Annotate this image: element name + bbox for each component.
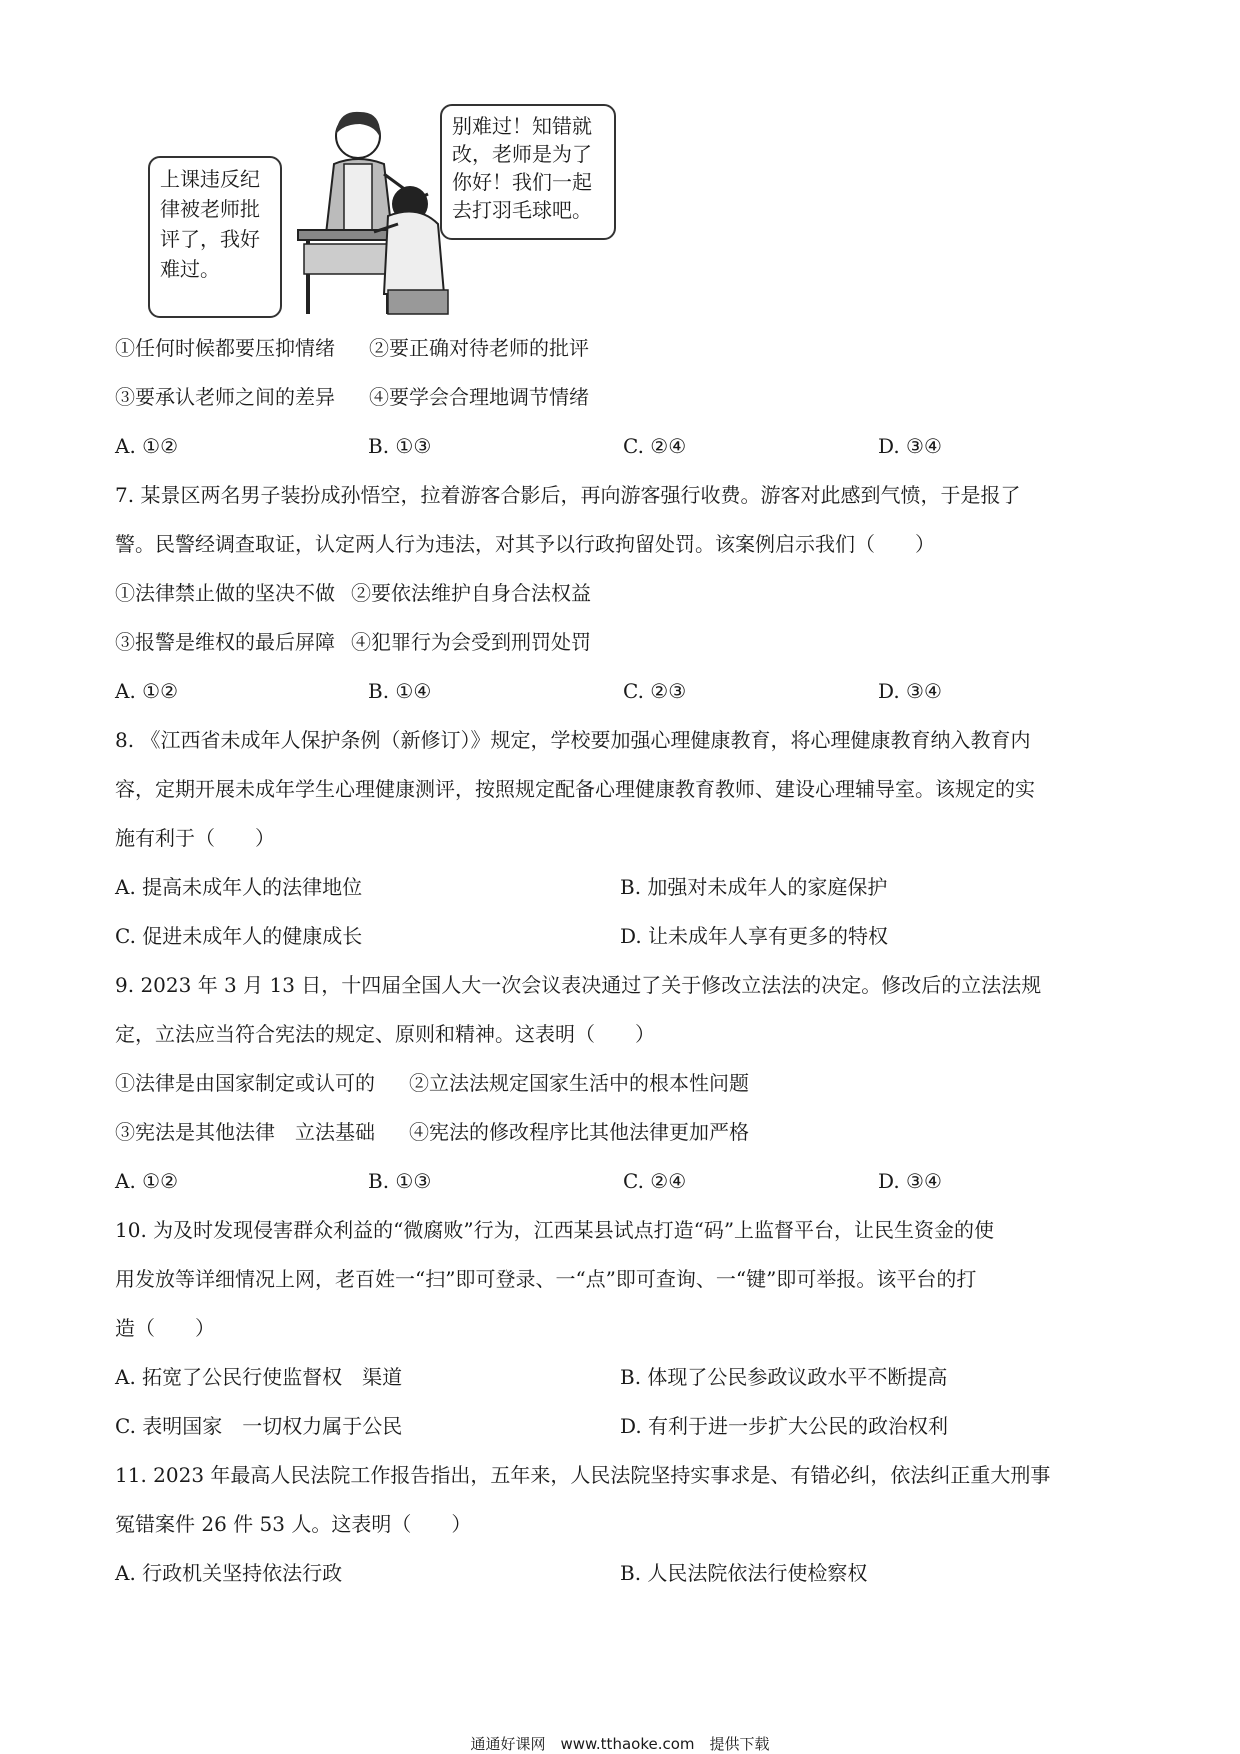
bubble-line: 别难过！知错就 — [452, 114, 592, 138]
bubble-line: 上课违反纪 — [160, 167, 260, 191]
statement: ④宪法的修改程序比其他法律更加严格 — [409, 1120, 749, 1144]
option-a: A. ①② — [115, 434, 179, 458]
bubble-line: 难过。 — [160, 257, 220, 281]
student-speech-bubble — [148, 156, 282, 318]
bubble-line: 评了，我好 — [160, 227, 260, 251]
option-d: D. ③④ — [878, 679, 942, 703]
q7-statements-row-2 — [115, 632, 591, 652]
option-b: B. ①④ — [368, 679, 432, 703]
option-a: A. 行政机关坚持依法行政 — [115, 1561, 343, 1585]
statement: ③宪法是其他法律 立法基础 — [115, 1120, 375, 1144]
q10-stem-line-1: 10. 为及时发现侵害群众利益的“微腐败”行为，江西某县试点打造“码”上监督平台，让民生资金的使 — [115, 1218, 995, 1242]
option-a: A. 提高未成年人的法律地位 — [115, 875, 363, 899]
option-c: C. 促进未成年人的健康成长 — [115, 924, 363, 948]
option-a: A. 拓宽了公民行使监督权 渠道 — [115, 1365, 403, 1389]
option-b: B. 体现了公民参政议政水平不断提高 — [620, 1365, 948, 1389]
q11-stem-line-2: 冤错案件 26 件 53 人。这表明（ ） — [115, 1512, 472, 1536]
q8-stem-line-3: 施有利于（ ） — [115, 826, 275, 850]
q10-stem-line-3: 造（ ） — [115, 1316, 215, 1340]
option-c: C. ②④ — [623, 1169, 687, 1193]
statement: ④犯罪行为会受到刑罚处罚 — [351, 630, 591, 654]
q7-stem-line-1: 7. 某景区两名男子装扮成孙悟空，拉着游客合影后，再向游客强行收费。游客对此感到气愤，于是报了 — [115, 483, 1021, 507]
q8-stem-line-2: 容，定期开展未成年学生心理健康测评，按照规定配备心理健康教育教师、建设心理辅导室。该规定的实 — [115, 777, 1035, 801]
bubble-line: 律被老师批 — [160, 197, 260, 221]
option-b: B. ①③ — [368, 434, 432, 458]
option-a: A. ①② — [115, 679, 179, 703]
option-b: B. ①③ — [368, 1169, 432, 1193]
cartoon-figure — [148, 104, 628, 318]
bubble-line: 改，老师是为了 — [452, 142, 592, 166]
q9-stem-line-2: 定，立法应当符合宪法的规定、原则和精神。这表明（ ） — [115, 1022, 655, 1046]
statement: ①任何时候都要压抑情绪 — [115, 336, 335, 360]
option-b: B. 加强对未成年人的家庭保护 — [620, 875, 888, 899]
statement: ①法律是由国家制定或认可的 — [115, 1071, 375, 1095]
option-b: B. 人民法院依法行使检察权 — [620, 1561, 868, 1585]
q7-statements-row-1 — [115, 583, 591, 603]
q8-stem-line-1: 8. 《江西省未成年人保护条例（新修订）》规定，学校要加强心理健康教育，将心理健康教育纳入教育内 — [115, 728, 1031, 752]
statement: ②要依法维护自身合法权益 — [351, 581, 591, 605]
q9-statements-row-2 — [115, 1122, 749, 1142]
statement: ①法律禁止做的坚决不做 — [115, 581, 335, 605]
statement: ②要正确对待老师的批评 — [369, 336, 589, 360]
q6-statements-row-2 — [115, 387, 589, 407]
q9-statements-row-1 — [115, 1073, 749, 1093]
option-c: C. 表明国家 一切权力属于公民 — [115, 1414, 403, 1438]
statement: ③报警是维权的最后屏障 — [115, 630, 335, 654]
statement: ④要学会合理地调节情绪 — [369, 385, 589, 409]
q11-stem-line-1: 11. 2023 年最高人民法院工作报告指出，五年来，人民法院坚持实事求是、有错必纠，依法纠正重大刑事 — [115, 1463, 1051, 1487]
q10-stem-line-2: 用发放等详细情况上网，老百姓一“扫”即可登录、一“点”即可查询、一“键”即可举报。该平台的打 — [115, 1267, 977, 1291]
option-a: A. ①② — [115, 1169, 179, 1193]
bubble-line: 你好！我们一起 — [452, 170, 592, 194]
option-d: D. 让未成年人享有更多的特权 — [620, 924, 889, 948]
page-footer: 通通好课网 www.tthaoke.com 提供下载 — [470, 1735, 770, 1753]
statement: ③要承认老师之间的差异 — [115, 385, 335, 409]
option-d: D. ③④ — [878, 1169, 942, 1193]
statement: ②立法法规定国家生活中的根本性问题 — [409, 1071, 749, 1095]
option-d: D. ③④ — [878, 434, 942, 458]
bubble-line: 去打羽毛球吧。 — [452, 198, 592, 222]
option-c: C. ②③ — [623, 679, 687, 703]
q6-statements-row-1 — [115, 338, 589, 358]
option-c: C. ②④ — [623, 434, 687, 458]
q7-stem-line-2: 警。民警经调查取证，认定两人行为违法，对其予以行政拘留处罚。该案例启示我们（ ） — [115, 532, 935, 556]
q9-stem-line-1: 9. 2023 年 3 月 13 日，十四届全国人大一次会议表决通过了关于修改立法法的决定。修改后的立法法规 — [115, 973, 1042, 997]
teacher-speech-bubble — [440, 104, 616, 240]
option-d: D. 有利于进一步扩大公民的政治权利 — [620, 1414, 949, 1438]
